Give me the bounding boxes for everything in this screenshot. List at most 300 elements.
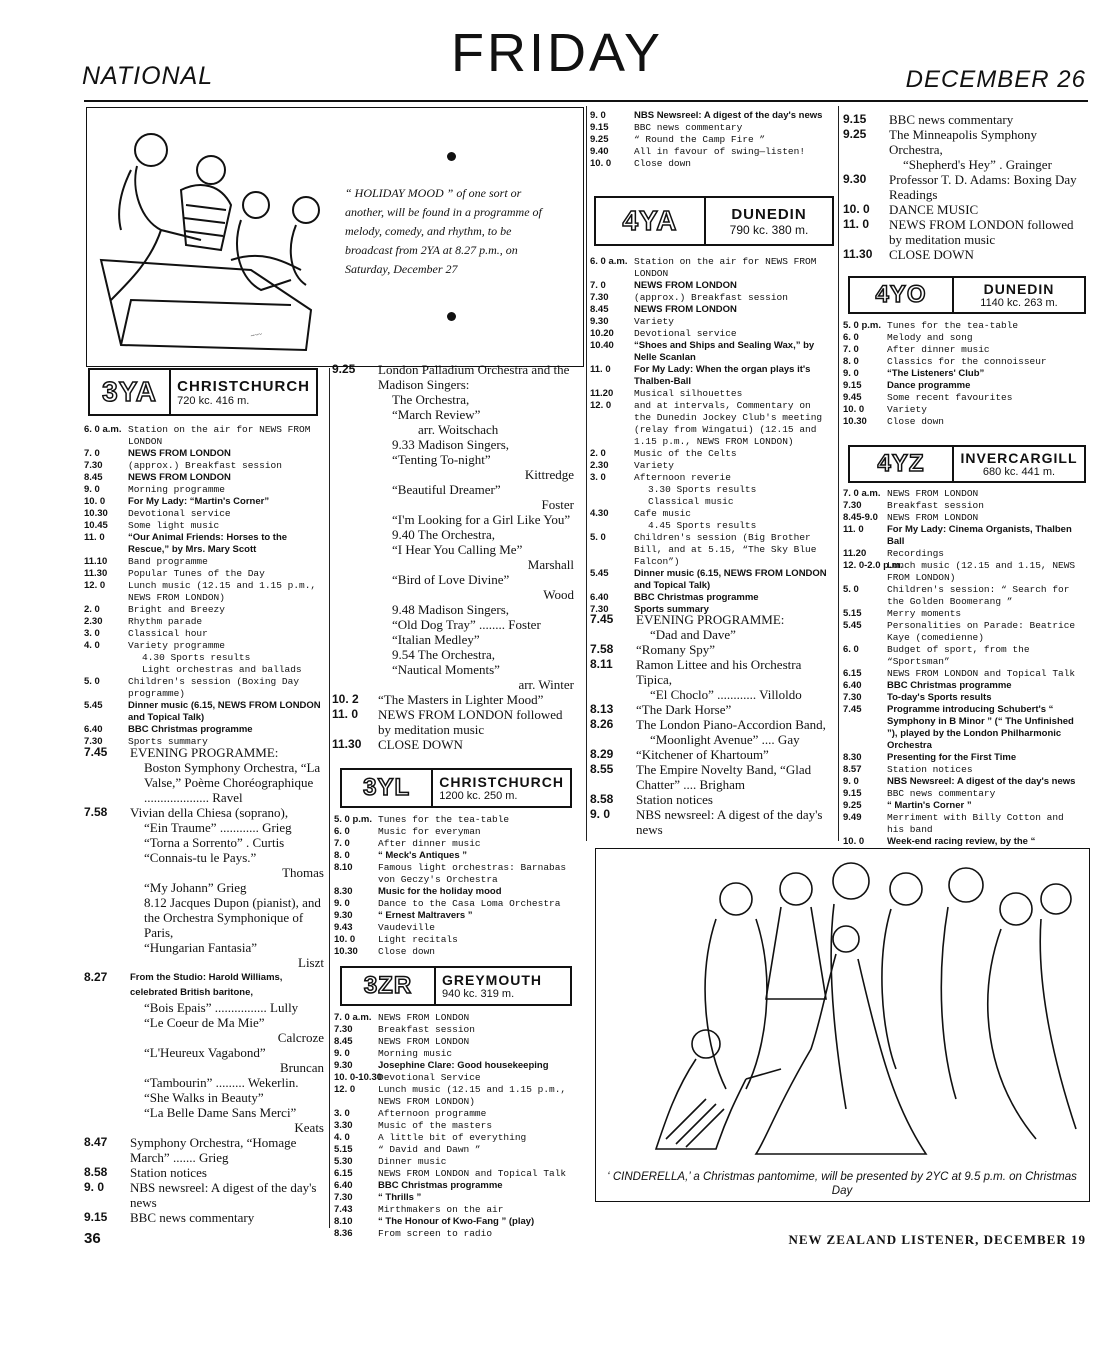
entry-description: “ Martin's Corner ” xyxy=(887,800,972,811)
schedule-entry xyxy=(590,292,830,304)
entry-description: NBS Newsreel: A digest of the day's news xyxy=(887,776,1076,787)
entry-time: 9. 0 xyxy=(590,110,606,121)
entry-description: arr. Woitschach xyxy=(418,422,499,437)
entry-description: NBS Newsreel: A digest of the day's news xyxy=(634,110,823,121)
schedule-entry xyxy=(332,467,574,482)
entry-description: “Tambourin” ......... Wekerlin. xyxy=(144,1075,299,1090)
schedule-entry xyxy=(590,496,830,508)
entry-time: 8.11 xyxy=(590,657,613,671)
entry-description: Station notices xyxy=(130,1165,207,1180)
schedule-entry xyxy=(84,604,322,616)
entry-description: EVENING PROGRAMME: xyxy=(636,612,785,627)
entry-description: Bright and Breezy xyxy=(128,604,225,615)
station-logo-4yo: 4YO xyxy=(850,278,954,312)
entry-description: Dance programme xyxy=(887,380,971,391)
entry-time: 8.26 xyxy=(590,717,614,731)
entry-description: From screen to radio xyxy=(378,1228,493,1239)
schedule-entry xyxy=(843,680,1085,692)
entry-time: 9.40 xyxy=(590,146,609,157)
station-city: DUNEDIN xyxy=(983,281,1055,297)
entry-description: Popular Tunes of the Day xyxy=(128,568,265,579)
entry-time: 9.45 xyxy=(843,392,862,403)
schedule-entry xyxy=(332,437,574,452)
entry-description: The Minneapolis Symphony Orchestra, xyxy=(889,127,1038,157)
entry-time: 11. 0 xyxy=(332,707,359,721)
schedule-column4-top xyxy=(843,112,1087,262)
schedule-entry xyxy=(334,862,578,886)
entry-time: 5. 0 p.m. xyxy=(843,320,882,331)
entry-time: 7.30 xyxy=(84,460,103,471)
schedule-entry xyxy=(84,1000,324,1015)
entry-description: BBC news commentary xyxy=(887,788,996,799)
schedule-entry xyxy=(843,380,1085,392)
entry-description: Week-end racing review, by the “ xyxy=(887,836,1036,847)
schedule-entry xyxy=(590,732,832,747)
entry-description: Variety xyxy=(887,404,927,415)
station-header-3ya xyxy=(88,368,318,416)
entry-description: “ Round the Camp Fire ” xyxy=(634,134,766,145)
schedule-4ya-evening xyxy=(590,612,832,837)
schedule-entry xyxy=(334,1216,578,1228)
entry-description: Sports summary xyxy=(634,604,709,615)
entry-time: 9.15 xyxy=(843,112,867,126)
entry-description: Station on the air for NEWS FROM LONDON xyxy=(128,424,311,447)
entry-time: 5. 0 xyxy=(590,532,606,543)
schedule-entry xyxy=(843,157,1087,172)
schedule-entry xyxy=(332,392,574,407)
entry-time: 8.27 xyxy=(84,970,108,984)
schedule-entry xyxy=(84,664,322,676)
entry-description: “My Johann” Grieg xyxy=(144,880,247,895)
entry-description: Music of the Celts xyxy=(634,448,737,459)
entry-description: Liszt xyxy=(298,955,324,970)
entry-description: NEWS FROM LONDON followed by meditation music xyxy=(378,707,563,737)
schedule-entry xyxy=(590,388,830,400)
entry-description: Wood xyxy=(543,587,574,602)
entry-time: 9. 0 xyxy=(590,807,611,821)
entry-time: 7.43 xyxy=(334,1204,353,1215)
schedule-entry xyxy=(332,497,574,512)
entry-time: 9.15 xyxy=(590,122,609,133)
entry-time: 7. 0 xyxy=(590,280,606,291)
entry-description: (approx.) Breakfast session xyxy=(634,292,788,303)
schedule-entry xyxy=(84,1075,324,1090)
entry-description: “L'Heureux Vagabond” xyxy=(144,1045,266,1060)
schedule-entry xyxy=(84,532,322,556)
entry-time: 10.30 xyxy=(84,508,108,519)
schedule-entry xyxy=(334,910,578,922)
entry-description: Close down xyxy=(634,158,692,169)
entry-time: 8.13 xyxy=(590,702,614,716)
entry-description: NEWS FROM LONDON followed by meditation music xyxy=(889,217,1074,247)
station-frequency: 940 kc. 319 m. xyxy=(442,988,515,1000)
entry-time: 5. 0 xyxy=(843,584,859,595)
schedule-entry xyxy=(84,820,324,835)
schedule-entry xyxy=(84,955,324,970)
schedule-entry xyxy=(334,1132,578,1144)
schedule-entry xyxy=(843,500,1085,512)
schedule-entry xyxy=(843,172,1087,202)
entry-description: 4.45 Sports results xyxy=(648,520,757,531)
schedule-entry xyxy=(332,707,574,737)
schedule-entry xyxy=(590,280,830,292)
schedule-entry xyxy=(84,760,324,805)
bullet-dot xyxy=(447,312,456,321)
entry-time: 9.30 xyxy=(843,172,867,186)
entry-time: 12. 0 xyxy=(84,580,106,591)
schedule-entry xyxy=(590,627,832,642)
entry-description: “Shoes and Ships and Sealing Wax,” by Nelle Scanlan xyxy=(634,340,815,363)
entry-time: 8.58 xyxy=(590,792,614,806)
entry-description: Variety xyxy=(634,316,674,327)
schedule-entry xyxy=(84,1105,324,1120)
entry-description: Light recitals xyxy=(378,934,458,945)
schedule-entry xyxy=(84,556,322,568)
station-logo-3zr: 3ZR xyxy=(342,968,436,1004)
entry-description: Close down xyxy=(378,946,436,957)
schedule-3yl xyxy=(334,814,578,958)
schedule-entry xyxy=(334,1084,578,1108)
entry-description: BBC Christmas programme xyxy=(128,724,253,735)
entry-description: Variety xyxy=(634,460,674,471)
entry-time: 4. 0 xyxy=(84,640,100,651)
entry-time: 9.25 xyxy=(332,362,356,376)
entry-time: 8.57 xyxy=(843,764,862,775)
entry-description: NEWS FROM LONDON xyxy=(887,512,979,523)
entry-description: CLOSE DOWN xyxy=(889,247,974,262)
entry-description: “Le Coeur de Ma Mie” xyxy=(144,1015,265,1030)
entry-description: To-day's Sports results xyxy=(887,692,992,703)
page-title: FRIDAY xyxy=(450,23,663,83)
entry-time: 11.30 xyxy=(843,247,873,261)
schedule-entry xyxy=(84,1045,324,1060)
entry-time: 8.58 xyxy=(84,1165,108,1179)
entry-description: Devotional Service xyxy=(378,1072,481,1083)
entry-description: “Tenting To-night” xyxy=(392,452,491,467)
entry-time: 9.49 xyxy=(843,812,862,823)
schedule-entry xyxy=(84,895,324,940)
bullet-dot xyxy=(447,152,456,161)
entry-time: 7.30 xyxy=(590,604,609,615)
entry-description: “ The Honour of Kwo-Fang ” (play) xyxy=(378,1216,535,1227)
schedule-entry xyxy=(84,1030,324,1045)
schedule-entry xyxy=(84,865,324,880)
entry-description: Vaudeville xyxy=(378,922,436,933)
schedule-entry xyxy=(84,745,324,760)
schedule-entry xyxy=(334,1108,578,1120)
entry-description: NEWS FROM LONDON xyxy=(378,1036,470,1047)
page-number: 36 xyxy=(84,1230,101,1247)
schedule-entry xyxy=(332,677,574,692)
schedule-entry xyxy=(590,508,830,520)
schedule-entry xyxy=(84,1120,324,1135)
entry-time: 7. 0 a.m. xyxy=(334,1012,372,1023)
entry-description: Merry moments xyxy=(887,608,962,619)
station-header-4ya xyxy=(594,196,834,246)
entry-time: 10. 0 xyxy=(334,934,356,945)
entry-time: 11.30 xyxy=(332,737,362,751)
schedule-entry xyxy=(843,776,1085,788)
entry-description: A little bit of everything xyxy=(378,1132,527,1143)
entry-description: Foster xyxy=(541,497,574,512)
schedule-entry xyxy=(84,1015,324,1030)
entry-description: “Hungarian Fantasia” xyxy=(144,940,257,955)
schedule-4yo xyxy=(843,320,1085,428)
schedule-entry xyxy=(843,320,1085,332)
schedule-entry xyxy=(334,1144,578,1156)
entry-description: “She Walks in Beauty” xyxy=(144,1090,264,1105)
schedule-entry xyxy=(334,838,578,850)
schedule-entry xyxy=(843,584,1085,608)
entry-description: For My Lady: Cinema Organists, Thalben Ball xyxy=(887,524,1072,547)
entry-description: 9.33 Madison Singers, xyxy=(392,437,509,452)
schedule-entry xyxy=(334,1156,578,1168)
entry-description: “Connais-tu le Pays.” xyxy=(144,850,257,865)
schedule-entry xyxy=(843,512,1085,524)
schedule-entry xyxy=(590,460,830,472)
schedule-entry xyxy=(332,482,574,497)
schedule-entry xyxy=(590,532,830,568)
schedule-entry xyxy=(843,608,1085,620)
entry-time: 10.30 xyxy=(843,416,867,427)
entry-time: 6.40 xyxy=(84,724,103,735)
entry-description: BBC news commentary xyxy=(130,1210,255,1225)
column-rule xyxy=(838,106,839,841)
schedule-entry xyxy=(590,642,832,657)
entry-description: Close down xyxy=(887,416,945,427)
schedule-4yz xyxy=(843,488,1085,872)
entry-time: 10. 0 xyxy=(84,496,106,507)
schedule-entry xyxy=(843,247,1087,262)
entry-time: 8.45-9.0 xyxy=(843,512,878,523)
schedule-entry xyxy=(843,788,1085,800)
entry-description: Presenting for the First Time xyxy=(887,752,1017,763)
schedule-entry xyxy=(843,764,1085,776)
entry-time: 10. 0 xyxy=(590,158,612,169)
entry-description: BBC Christmas programme xyxy=(887,680,1012,691)
entry-description: “ Ernest Maltravers ” xyxy=(378,910,473,921)
schedule-entry xyxy=(334,946,578,958)
entry-description: NEWS FROM LONDON and Topical Talk xyxy=(887,668,1076,679)
schedule-entry xyxy=(84,448,322,460)
schedule-entry xyxy=(334,1060,578,1072)
entry-time: 7.30 xyxy=(843,500,862,511)
entry-description: 9.40 The Orchestra, xyxy=(392,527,496,542)
entry-description: NEWS FROM LONDON xyxy=(634,304,737,315)
entry-time: 10.20 xyxy=(590,328,614,339)
entry-description: Professor T. D. Adams: Boxing Day Readings xyxy=(889,172,1077,202)
entry-description: Children's session (Boxing Day programme) xyxy=(128,676,300,699)
schedule-entry xyxy=(84,616,322,628)
schedule-entry xyxy=(843,416,1085,428)
schedule-entry xyxy=(334,1036,578,1048)
entry-description: Afternoon reverie xyxy=(634,472,731,483)
entry-description: “Our Animal Friends: Horses to the Rescue,” by Mrs. Mary Scott xyxy=(128,532,288,555)
entry-time: 11.20 xyxy=(843,548,867,559)
schedule-entry xyxy=(843,488,1085,500)
entry-time: 6. 0 a.m. xyxy=(84,424,122,435)
entry-time: 9.15 xyxy=(843,788,862,799)
entry-description: NEWS FROM LONDON xyxy=(887,488,979,499)
entry-time: 9.15 xyxy=(84,1210,108,1224)
schedule-column3-top xyxy=(590,110,832,170)
header-rule xyxy=(84,100,1088,102)
entry-description: Music for everyman xyxy=(378,826,481,837)
station-header-3zr xyxy=(340,966,572,1006)
entry-description: BBC news commentary xyxy=(889,112,1014,127)
entry-time: 6. 0 xyxy=(843,644,859,655)
schedule-entry xyxy=(590,702,832,717)
schedule-entry xyxy=(334,1048,578,1060)
entry-description: Keats xyxy=(294,1120,324,1135)
entry-time: 9.30 xyxy=(334,910,353,921)
entry-time: 9. 0 xyxy=(843,776,859,787)
entry-description: “Romany Spy” xyxy=(636,642,716,657)
station-logo-3yl: 3YL xyxy=(342,770,433,806)
entry-time: 9.25 xyxy=(843,800,862,811)
entry-time: 8.55 xyxy=(590,762,614,776)
entry-description: Morning music xyxy=(378,1048,453,1059)
schedule-entry xyxy=(84,568,322,580)
entry-description: CLOSE DOWN xyxy=(378,737,463,752)
entry-description: NBS newsreel: A digest of the day's news xyxy=(130,1180,317,1210)
station-header-4yo xyxy=(848,276,1086,314)
entry-time: 2.30 xyxy=(590,460,609,471)
entry-time: 4. 0 xyxy=(334,1132,350,1143)
entry-time: 12. 0 xyxy=(590,400,612,411)
entry-description: “Bird of Love Divine” xyxy=(392,572,510,587)
schedule-entry xyxy=(332,407,574,422)
entry-time: 5.15 xyxy=(334,1144,353,1155)
publication-footer: NEW ZEALAND LISTENER, DECEMBER 19 xyxy=(788,1232,1086,1247)
entry-time: 6.40 xyxy=(843,680,862,691)
schedule-entry xyxy=(84,484,322,496)
schedule-entry xyxy=(84,580,322,604)
schedule-entry xyxy=(590,316,830,328)
entry-description: Breakfast session xyxy=(887,500,984,511)
schedule-entry xyxy=(332,602,574,617)
entry-description: “Italian Medley” xyxy=(392,632,480,647)
schedule-entry xyxy=(843,620,1085,644)
entry-description: Dinner music (6.15, NEWS FROM LONDON and Topical Talk) xyxy=(128,700,321,723)
schedule-entry xyxy=(334,1012,578,1024)
entry-time: 6.40 xyxy=(590,592,609,603)
entry-description: Some recent favourites xyxy=(887,392,1013,403)
station-city: CHRISTCHURCH xyxy=(177,377,310,395)
schedule-entry xyxy=(843,812,1085,836)
schedule-entry xyxy=(334,1180,578,1192)
entry-description: Lunch music (12.15 and 1.15 p.m., NEWS FROM LONDON) xyxy=(128,580,317,603)
entry-time: 12. 0-2.0 p.m. xyxy=(843,560,903,571)
entry-description: Classical music xyxy=(648,496,734,507)
entry-time: 8.45 xyxy=(590,304,609,315)
schedule-entry xyxy=(84,1180,324,1210)
schedule-entry xyxy=(843,332,1085,344)
entry-description: “El Choclo” ............ Villoldo xyxy=(650,687,802,702)
entry-time: 11.30 xyxy=(84,568,108,579)
entry-description: The London Piano-Accordion Band, xyxy=(636,717,826,732)
entry-description: BBC news commentary xyxy=(634,122,743,133)
entry-description: “ David and Dawn ” xyxy=(378,1144,481,1155)
schedule-entry xyxy=(84,520,322,532)
entry-time: 8.30 xyxy=(843,752,862,763)
entry-description: Bruncan xyxy=(279,1060,324,1075)
entry-time: 7. 0 xyxy=(334,838,350,849)
entry-time: 9. 0 xyxy=(84,484,100,495)
schedule-entry xyxy=(843,368,1085,380)
entry-time: 11. 0 xyxy=(84,532,105,543)
entry-description: Children's session: “ Search for the Golden Boomerang ” xyxy=(887,584,1070,607)
schedule-entry xyxy=(843,404,1085,416)
entry-time: 10.30 xyxy=(334,946,358,957)
entry-description: Lunch music (12.15 and 1.15 p.m., NEWS FROM LONDON) xyxy=(378,1084,567,1107)
entry-description: After dinner music xyxy=(887,344,990,355)
schedule-entry xyxy=(84,850,324,865)
schedule-entry xyxy=(843,344,1085,356)
schedule-entry xyxy=(590,122,832,134)
entry-time: 9.30 xyxy=(334,1060,353,1071)
schedule-entry xyxy=(334,1228,578,1240)
entry-time: 9. 0 xyxy=(84,1180,105,1194)
schedule-entry xyxy=(84,424,322,448)
schedule-entry xyxy=(332,632,574,647)
schedule-entry xyxy=(332,587,574,602)
entry-description: Budget of sport, from the “Sportsman” xyxy=(887,644,1030,667)
schedule-entry xyxy=(334,922,578,934)
schedule-entry xyxy=(590,158,832,170)
entry-description: NEWS FROM LONDON xyxy=(378,1012,470,1023)
entry-description: 9.48 Madison Singers, xyxy=(392,602,509,617)
entry-description: Symphony Orchestra, “Homage March” ....... Grieg xyxy=(130,1135,297,1165)
schedule-entry xyxy=(590,472,830,484)
entry-time: 5. 0 xyxy=(84,676,100,687)
entry-description: “The Masters in Lighter Mood” xyxy=(378,692,544,707)
entry-time: 7. 0 a.m. xyxy=(843,488,881,499)
entry-description: Light orchestras and ballads xyxy=(142,664,302,675)
entry-description: “Bois Epais” ................ Lully xyxy=(144,1000,299,1015)
schedule-entry xyxy=(843,356,1085,368)
schedule-entry xyxy=(843,217,1087,247)
entry-description: and at intervals, Commentary on the Dunedin Jockey Club's meeting (relay from Wingatui) (12.15 and 1.15 p.m., NEWS FROM LONDON) xyxy=(634,400,823,447)
schedule-entry xyxy=(84,676,322,700)
station-frequency: 680 kc. 441 m. xyxy=(982,466,1056,478)
schedule-entry xyxy=(84,835,324,850)
entry-description: Lunch music (12.15 and 1.15, NEWS FROM LONDON) xyxy=(887,560,1076,583)
entry-time: 7.58 xyxy=(84,805,108,819)
schedule-entry xyxy=(332,617,574,632)
entry-description: Station notices xyxy=(887,764,973,775)
entry-description: Devotional service xyxy=(634,328,737,339)
entry-time: 7.45 xyxy=(590,612,614,626)
entry-description: “I'm Looking for a Girl Like You” xyxy=(392,512,571,527)
entry-description: NEWS FROM LONDON xyxy=(634,280,737,291)
entry-time: 8.36 xyxy=(334,1228,353,1239)
schedule-entry xyxy=(590,592,830,604)
station-city: DUNEDIN xyxy=(731,205,807,223)
entry-description: Classics for the connoisseur xyxy=(887,356,1047,367)
schedule-entry xyxy=(590,657,832,687)
schedule-entry xyxy=(843,644,1085,668)
entry-description: “The Dark Horse” xyxy=(636,702,732,717)
entry-time: 8. 0 xyxy=(334,850,350,861)
entry-time: 9.15 xyxy=(843,380,862,391)
schedule-entry xyxy=(590,304,830,316)
entry-description: “Nautical Moments” xyxy=(392,662,500,677)
entry-time: 5.45 xyxy=(590,568,609,579)
entry-description: Sports summary xyxy=(128,736,208,747)
schedule-entry xyxy=(590,762,832,792)
schedule-entry xyxy=(84,508,322,520)
